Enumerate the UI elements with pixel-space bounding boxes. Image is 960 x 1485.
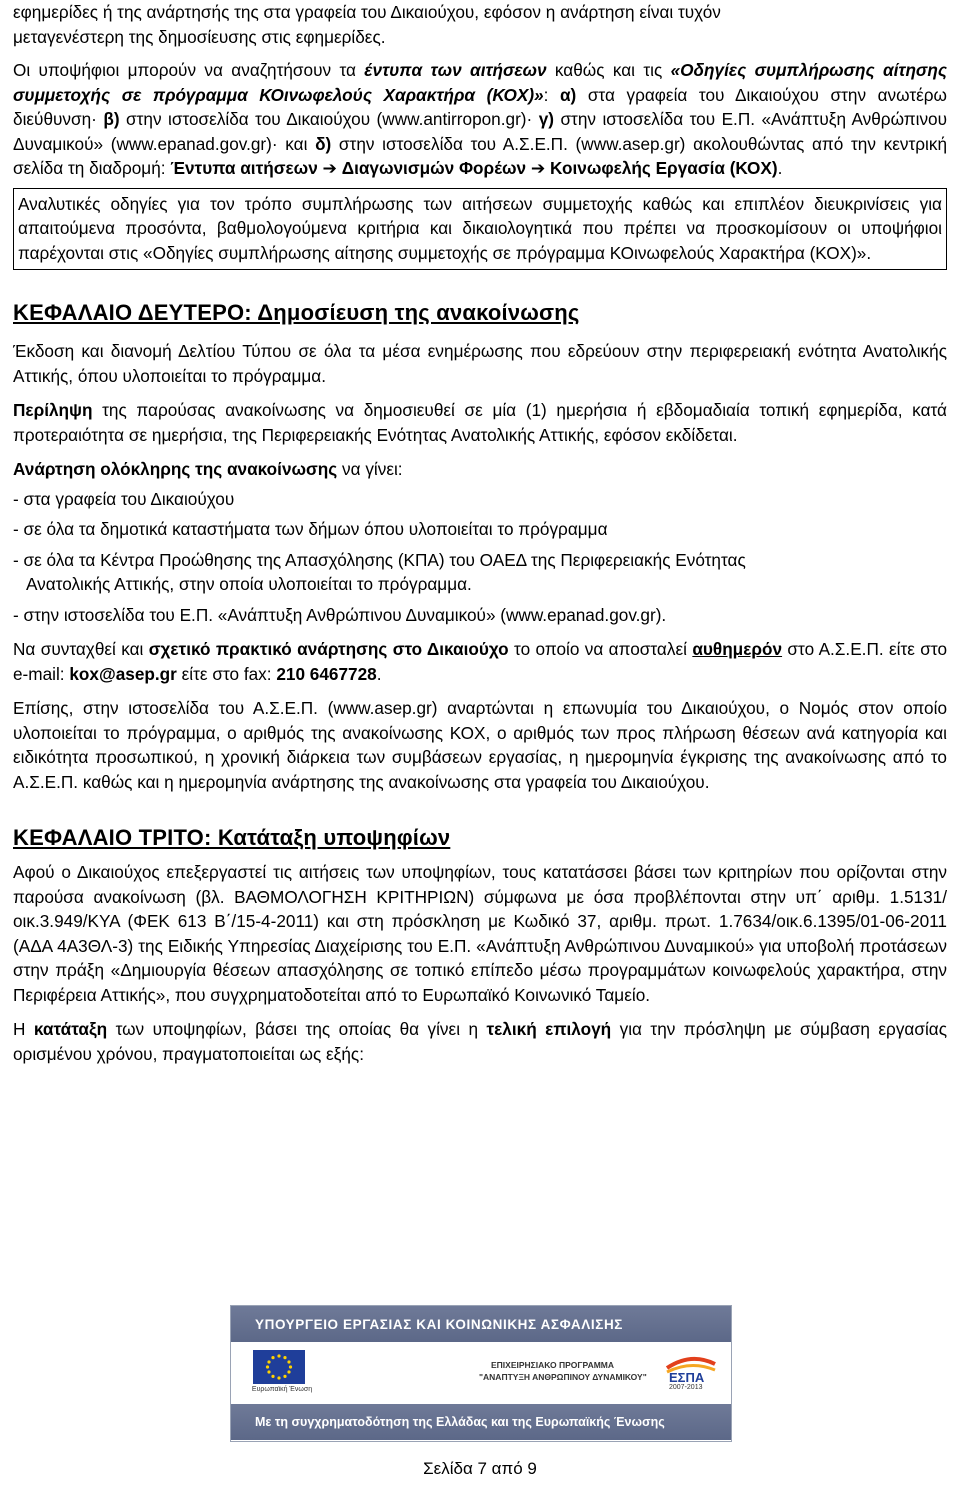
bold-span: Περίληψη bbox=[13, 400, 93, 420]
text-span: για την πρόσληψη με σύμβαση εργασίας ορισμένου χρόνου, πραγματοποιείται ως εξής: bbox=[13, 1019, 947, 1064]
list-item: - στα γραφεία του Δικαιούχου bbox=[13, 488, 235, 509]
text-span: στην ιστοσελίδα του Α.Σ.Ε.Π. (www.asep.gr) ακολουθώντας από την κεντρική σελίδα τη διαδρομή: bbox=[13, 133, 947, 178]
text-span: στην ιστοσελίδα του Ε.Π. «Ανάπτυξη Ανθρώπινου Δυναμικού» (www.epanad.gov.gr)· και bbox=[13, 109, 947, 154]
banner-top-bar: ΥΠΟΥΡΓΕΙΟ ΕΡΓΑΣΙΑΣ ΚΑΙ ΚΟΙΝΩΝΙΚΗΣ ΑΣΦΑΛΙΣΗΣ bbox=[231, 1306, 731, 1342]
text-span: στο Α.Σ.Ε.Π. είτε στο e-mail: bbox=[13, 639, 948, 684]
paragraph-final-selection bbox=[13, 1017, 947, 1066]
instructions-box bbox=[13, 188, 947, 271]
bold-span: Κοινωφελής Εργασία (ΚΟΧ) bbox=[550, 158, 778, 178]
email-text: kox@asep.gr bbox=[69, 663, 177, 684]
text-span: Οι υποψήφιοι μπορούν να αναζητήσουν τα bbox=[13, 60, 365, 80]
paragraph-asep-website: Επίσης, στην ιστοσελίδα του Α.Σ.Ε.Π. (www.asep.gr) αναρτώνται η επωνυμία του Δικαιούχου, ο Νομός στον οποίο υλοποιείται το πρόγραμμα, ο αριθμός της ανακοίνωσης ΚΟΧ, ο αριθμός των προς πλήρωση θέσεων ανά κατηγορία και ειδικότητα προσωπικού, η χρονική διάρκεια των συμβάσεων εργασίας, η ημερομηνία έγκρισης της ανακοίνωσης από το Α.Σ.Ε.Π. καθώς και η ημερομηνία ανάρτησης της ανακοίνωσης στα γραφεία του Δικαιούχου. bbox=[13, 698, 947, 792]
text-span: των υποψηφίων, βάσει της οποίας θα γίνει η bbox=[107, 1019, 487, 1039]
bold-span: τελική επιλογή bbox=[486, 1019, 612, 1039]
document-page bbox=[13, 0, 947, 1066]
espa-years: 2007-2013 bbox=[669, 1384, 703, 1391]
paragraph-press-release: Έκδοση και διανομή Δελτίου Τύπου σε όλα τα μέσα ενημέρωσης που εδρεύουν στην περιφερειακή ενότητα Ανατολικής Αττικής, όπου υλοποιείται το πρόγραμμα. bbox=[13, 341, 947, 386]
page-number: Σελίδα 7 από 9 bbox=[423, 1459, 537, 1478]
bold-span: α) bbox=[559, 84, 577, 105]
bold-span: Διαγωνισμών Φορέων bbox=[341, 158, 527, 178]
bold-italic-span: έντυπα των αιτήσεων bbox=[364, 60, 547, 80]
chapter-three-title: ΚΕΦΑΛΑΙΟ ΤΡΙΤΟ: Κατάταξη υποψηφίων bbox=[13, 825, 451, 850]
paragraph-report bbox=[13, 637, 947, 686]
paragraph-summary bbox=[13, 398, 947, 447]
text-span: Ανατολικής Αττικής, στην οποία υλοποιείται το πρόγραμμα. bbox=[26, 574, 472, 594]
bold-italic-span: «Οδηγίες συμπλήρωσης αίτησης συμμετοχής σε πρόγραμμα ΚΟινωφελούς Χαρακτήρα (ΚΟΧ)» bbox=[13, 60, 947, 105]
text-span: . bbox=[376, 663, 382, 684]
text-span: καθώς και τις bbox=[546, 60, 671, 80]
ministry-banner bbox=[230, 1305, 732, 1442]
program-title-line: ΕΠΙΧΕΙΡΗΣΙΑΚΟ ΠΡΟΓΡΑΜΜΑ bbox=[491, 1360, 615, 1370]
espa-label: ΕΣΠΑ bbox=[669, 1370, 705, 1385]
text-span: - σε όλα τα Κέντρα Προώθησης της Απασχόλησης (ΚΠΑ) του ΟΑΕΔ της Περιφερειακής Ενότητας bbox=[13, 549, 746, 570]
bold-underline-span: αυθημερόν bbox=[692, 639, 783, 659]
paragraph-ranking: Αφού ο Δικαιούχος επεξεργαστεί τις αιτήσεις των υποψηφίων, τους κατατάσσει βάσει των κριτηρίων που ορίζονται στην παρούσα ανακοίνωση (βλ. ΒΑΘΜΟΛΟΓΗΣΗ ΚΡΙΤΗΡΙΩΝ) σύμφωνα με όσα προβλέπονται στην υπ΄ αριθμ. 1.5131/οικ.3.949/ΚΥΑ (ΦΕΚ 613 Β΄/15-4-2011) και στη πρόσκληση με Κωδικό 37, αριθμ. πρωτ. 1.7634/οικ.6.1395/01-06-2011 (ΑΔΑ 4Α3ΘΛ-3) της Ειδικής Υπηρεσίας Διαχείρισης του Ε.Π. «Ανάπτυξη Ανθρώπινου Δυναμικού» για υποβολή προτάσεων στην πράξη «Δημιουργία θέσεων απασχόλησης σε τοπικό επίπεδο μέσω προγραμμάτων κοινωφελούς χαρακτήρα, στην Περιφέρεια Αττικής», που συγχρηματοδοτείται από το Ευρωπαϊκό Κοινωνικό Ταμείο. bbox=[13, 862, 947, 1005]
bold-span: Έντυπα αιτήσεων bbox=[170, 158, 318, 178]
text-span: το οποίο να αποσταλεί bbox=[508, 639, 693, 659]
bold-span: γ) bbox=[538, 109, 554, 129]
program-title-line: "ΑΝΑΠΤΥΞΗ ΑΝΘΡΩΠΙΝΟΥ ΔΥΝΑΜΙΚΟΥ" bbox=[479, 1372, 647, 1382]
bold-span: κατάταξη bbox=[33, 1019, 108, 1039]
eu-flag-icon bbox=[253, 1350, 305, 1384]
bold-span: β) bbox=[103, 109, 120, 129]
banner-bottom-bar: Με τη συγχρηματοδότηση της Ελλάδας και της Ευρωπαϊκής Ένωσης bbox=[231, 1404, 731, 1440]
bold-span: σχετικό πρακτικό ανάρτησης στο Δικαιούχο bbox=[148, 639, 509, 659]
text-span: είτε στο fax: bbox=[176, 663, 277, 684]
text-span: . bbox=[777, 158, 783, 178]
paragraph-intro-continuation bbox=[13, 0, 947, 49]
bold-span: Ανάρτηση ολόκληρης της ανακοίνωσης bbox=[13, 459, 338, 479]
text-span: Να συνταχθεί και bbox=[13, 639, 149, 659]
arrow-icon: ➔ bbox=[322, 159, 337, 179]
paragraph-posting bbox=[13, 457, 947, 482]
chapter-two-title: ΚΕΦΑΛΑΙΟ ΔΕΥΤΕΡΟ: Δημοσίευση της ανακοίνωσης bbox=[13, 300, 580, 325]
text-line: εφημερίδες ή της ανάρτησής της στα γραφεία του Δικαιούχου, εφόσον η ανάρτηση είναι τυχόν bbox=[13, 2, 721, 22]
paragraph-forms-availability bbox=[13, 58, 947, 182]
fax-text: 210 6467728 bbox=[276, 663, 377, 684]
arrow-icon: ➔ bbox=[530, 159, 546, 179]
eu-caption: Ευρωπαϊκή Ένωση bbox=[251, 1386, 313, 1393]
text-span: στην ιστοσελίδα του Δικαιούχου (www.antirropon.gr)· bbox=[119, 109, 539, 129]
list-item bbox=[13, 548, 947, 597]
espa-logo bbox=[661, 1350, 721, 1394]
list-item: - στην ιστοσελίδα του Ε.Π. «Ανάπτυξη Ανθρώπινου Δυναμικού» (www.epanad.gov.gr). bbox=[13, 604, 667, 625]
text-span: να γίνει: bbox=[337, 459, 403, 479]
text-span: Η bbox=[13, 1019, 34, 1039]
banner-logos bbox=[231, 1342, 731, 1404]
text-span: της παρούσας ανακοίνωσης να δημοσιευθεί σε μία (1) ημερήσια ή εβδομαδιαία τοπική εφημερίδα, κατά προτεραιότητα σε ημερήσια, της Περιφερειακής Ενότητας Ανατολικής Αττικής, εφόσον εκδίδεται. bbox=[13, 400, 947, 445]
text-span: στα γραφεία του Δικαιούχου στην ανωτέρω διεύθυνση· bbox=[13, 84, 947, 129]
instructions-text: Αναλυτικές οδηγίες για τον τρόπο συμπλήρωσης των αιτήσεων συμμετοχής καθώς και επιπλέον διευκρινίσεις για απαιτούμενα προσόντα, βαθμολογούμενα κριτήρια και δικαιολογητικά που πρέπει να προσκομίσουν οι υποψήφιοι παρέχονται στις «Οδηγίες συμπλήρωσης αίτησης συμμετοχής σε πρόγραμμα ΚΟινωφελούς Χαρακτήρα (ΚΟΧ)». bbox=[18, 193, 942, 263]
text-line: μεταγενέστερη της δημοσίευσης στις εφημερίδες. bbox=[13, 26, 386, 47]
text-span: : bbox=[543, 84, 560, 105]
list-item: - σε όλα τα δημοτικά καταστήματα των δήμων όπου υλοποιείται το πρόγραμμα bbox=[13, 519, 608, 539]
bold-span: δ) bbox=[315, 133, 332, 154]
